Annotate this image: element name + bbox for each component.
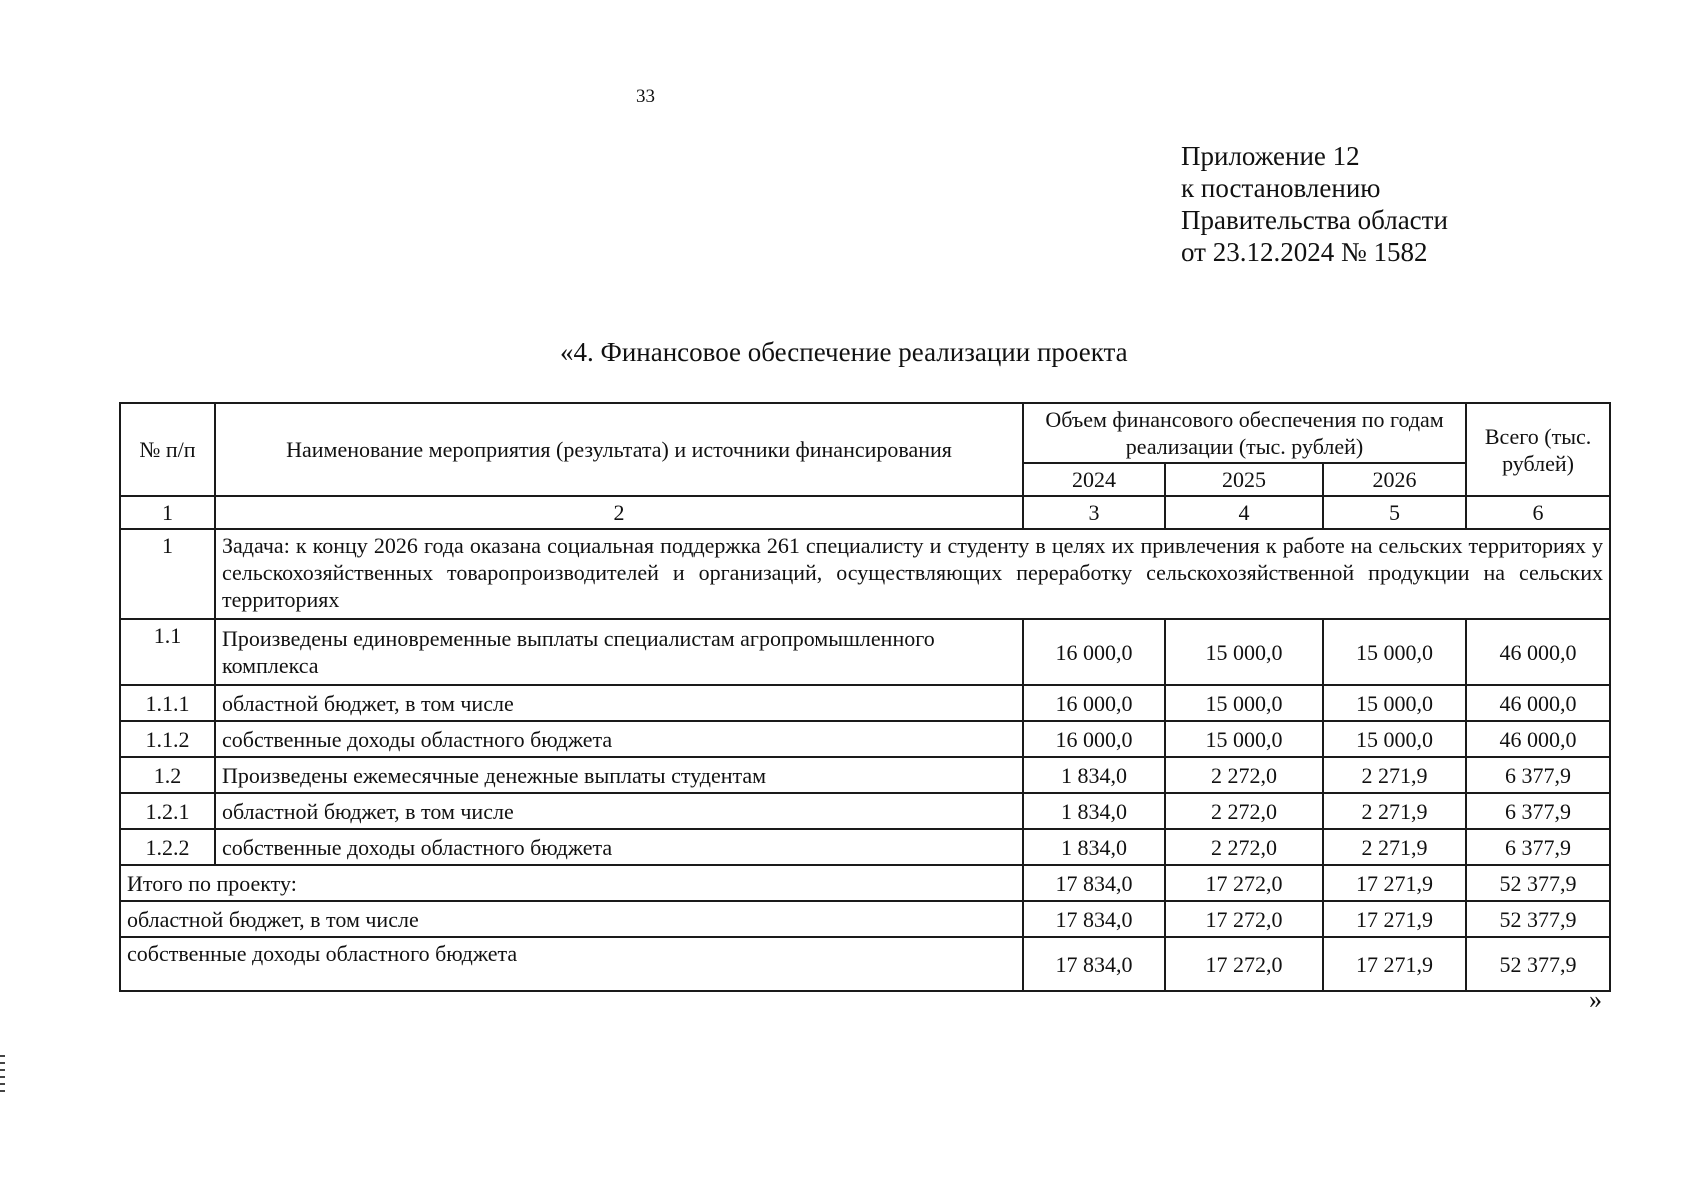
- appendix-block: [1181, 140, 1448, 268]
- totals-value: 17 271,9: [1323, 937, 1466, 991]
- row-value: 1 834,0: [1023, 829, 1165, 865]
- totals-value: 17 271,9: [1323, 865, 1466, 901]
- header-year: 2024: [1023, 463, 1165, 496]
- totals-value: 17 272,0: [1165, 937, 1323, 991]
- row-value: 1 834,0: [1023, 757, 1165, 793]
- header-volume: Объем финансового обеспечения по годам реализации (тыс. рублей): [1023, 403, 1466, 463]
- row-value: 15 000,0: [1323, 721, 1466, 757]
- totals-name: Итого по проекту:: [120, 865, 1023, 901]
- table-row: [120, 685, 1610, 721]
- task-num: 1: [120, 529, 215, 619]
- row-value: 1 834,0: [1023, 793, 1165, 829]
- row-total: 46 000,0: [1466, 721, 1610, 757]
- appendix-line: Приложение 12: [1181, 141, 1360, 171]
- column-number: 3: [1023, 496, 1165, 529]
- table-row: [120, 793, 1610, 829]
- row-name: собственные доходы областного бюджета: [215, 829, 1023, 865]
- row-name: областной бюджет, в том числе: [215, 685, 1023, 721]
- totals-total: 52 377,9: [1466, 901, 1610, 937]
- page-number: 33: [636, 86, 655, 107]
- totals-value: 17 834,0: [1023, 937, 1165, 991]
- margin-scan-marks: [0, 1055, 6, 1097]
- column-number: 6: [1466, 496, 1610, 529]
- header-year: 2026: [1323, 463, 1466, 496]
- totals-row: [120, 865, 1610, 901]
- section-title: «4. Финансовое обеспечение реализации проекта: [560, 337, 1128, 367]
- header-year: 2025: [1165, 463, 1323, 496]
- row-total: 6 377,9: [1466, 757, 1610, 793]
- column-number: 5: [1323, 496, 1466, 529]
- column-number-row: [120, 496, 1610, 529]
- totals-value: 17 271,9: [1323, 901, 1466, 937]
- row-value: 15 000,0: [1165, 685, 1323, 721]
- table-row: [120, 757, 1610, 793]
- task-row: [120, 529, 1610, 619]
- totals-name: областной бюджет, в том числе: [120, 901, 1023, 937]
- row-num: 1.2: [120, 757, 215, 793]
- column-number: 2: [215, 496, 1023, 529]
- row-value: 15 000,0: [1323, 619, 1466, 685]
- column-number: 1: [120, 496, 215, 529]
- row-value: 2 272,0: [1165, 757, 1323, 793]
- totals-value: 17 272,0: [1165, 901, 1323, 937]
- totals-row: [120, 901, 1610, 937]
- row-value: 2 271,9: [1323, 793, 1466, 829]
- financing-table: [119, 402, 1611, 992]
- row-name: областной бюджет, в том числе: [215, 793, 1023, 829]
- row-value: 2 271,9: [1323, 757, 1466, 793]
- totals-value: 17 834,0: [1023, 901, 1165, 937]
- appendix-line: к постановлению: [1181, 173, 1381, 203]
- row-value: 2 272,0: [1165, 793, 1323, 829]
- table-row: [120, 829, 1610, 865]
- header-total: Всего (тыс. рублей): [1466, 403, 1610, 496]
- row-total: 6 377,9: [1466, 793, 1610, 829]
- row-value: 16 000,0: [1023, 721, 1165, 757]
- row-value: 15 000,0: [1323, 685, 1466, 721]
- appendix-line: от 23.12.2024 № 1582: [1181, 237, 1428, 267]
- row-num: 1.2.1: [120, 793, 215, 829]
- row-value: 16 000,0: [1023, 685, 1165, 721]
- row-total: 6 377,9: [1466, 829, 1610, 865]
- row-num: 1.2.2: [120, 829, 215, 865]
- row-name: собственные доходы областного бюджета: [215, 721, 1023, 757]
- totals-total: 52 377,9: [1466, 865, 1610, 901]
- table-row: [120, 619, 1610, 685]
- row-total: 46 000,0: [1466, 685, 1610, 721]
- totals-value: 17 272,0: [1165, 865, 1323, 901]
- column-number: 4: [1165, 496, 1323, 529]
- table-row: [120, 721, 1610, 757]
- row-value: 15 000,0: [1165, 619, 1323, 685]
- row-name: Произведены единовременные выплаты специалистам агропромышленного комплекса: [215, 619, 1023, 685]
- row-total: 46 000,0: [1466, 619, 1610, 685]
- header-name: Наименование мероприятия (результата) и источники финансирования: [215, 403, 1023, 496]
- header-row: [120, 403, 1610, 463]
- row-num: 1.1.1: [120, 685, 215, 721]
- row-num: 1.1: [120, 619, 215, 685]
- row-value: 2 272,0: [1165, 829, 1323, 865]
- totals-value: 17 834,0: [1023, 865, 1165, 901]
- appendix-line: Правительства области: [1181, 205, 1448, 235]
- header-num: № п/п: [120, 403, 215, 496]
- closing-quote: »: [1589, 985, 1602, 1014]
- row-value: 2 271,9: [1323, 829, 1466, 865]
- totals-total: 52 377,9: [1466, 937, 1610, 991]
- task-text: Задача: к концу 2026 года оказана социальная поддержка 261 специалисту и студенту в целях их привлечения к работе на сельских территориях у сельскохозяйственных товаропроизводителей и организаций, осуществляющих переработку сельскохозяйственной продукции на сельских территориях: [215, 529, 1610, 619]
- row-value: 15 000,0: [1165, 721, 1323, 757]
- totals-name: собственные доходы областного бюджета: [120, 937, 1023, 991]
- row-num: 1.1.2: [120, 721, 215, 757]
- row-name: Произведены ежемесячные денежные выплаты студентам: [215, 757, 1023, 793]
- totals-row: [120, 937, 1610, 991]
- row-value: 16 000,0: [1023, 619, 1165, 685]
